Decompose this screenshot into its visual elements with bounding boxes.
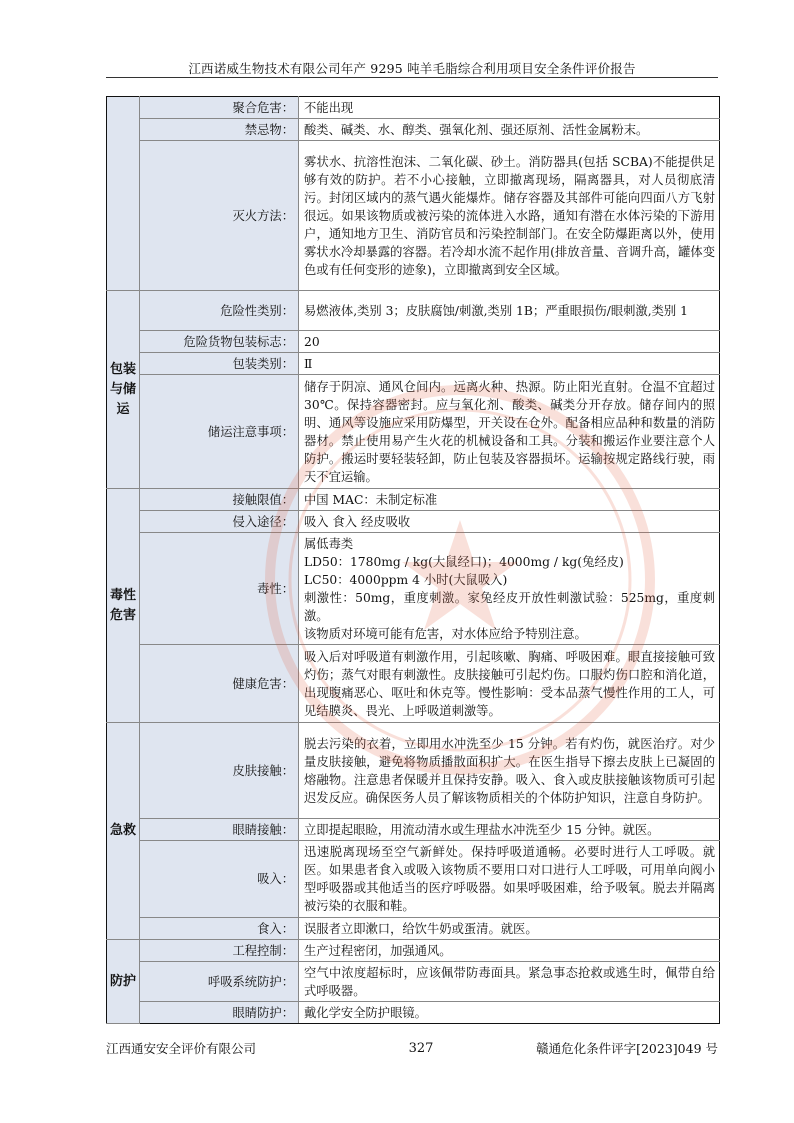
table-row <box>107 723 720 819</box>
row-label: 灭火方法： <box>140 141 299 291</box>
category-cell-first-aid <box>107 723 140 940</box>
row-value: 雾状水、抗溶性泡沫、二氧化碳、砂土。消防器具(包括 SCBA)不能提供足够有效的防护。若不小心接触，立即撤离现场，隔离器具，对人员彻底清污。封闭区域内的蒸气遇火能爆炸。储存容器及其部件可能向四面八方飞射很远。如果该物质或被污染的流体进入水路，通知有潜在水体污染的下游用户，通知地方卫生、消防官员和污染控制部门。在安全防爆距离以外，使用雾状水冷却暴露的容器。若冷却水流不起作用(排放音量、音调升高，罐体变色或有任何变形的迹象)，立即撤离到安全区域。 <box>299 141 720 291</box>
table-row <box>107 940 720 962</box>
row-label: 工程控制： <box>140 940 299 962</box>
table-row <box>107 841 720 918</box>
row-label: 眼睛防护： <box>140 1002 299 1024</box>
row-label: 呼吸系统防护： <box>140 962 299 1002</box>
row-label: 食入： <box>140 918 299 940</box>
row-value: 易燃液体,类别 3；皮肤腐蚀/刺激,类别 1B；严重眼损伤/眼刺激,类别 1 <box>299 291 720 331</box>
table-row <box>107 962 720 1002</box>
category-cell-protection <box>107 940 140 1024</box>
table-row <box>107 119 720 141</box>
row-label: 禁忌物： <box>140 119 299 141</box>
row-label: 危险性类别： <box>140 291 299 331</box>
row-value: 酸类、碱类、水、醇类、强氧化剂、强还原剂、活性金属粉末。 <box>299 119 720 141</box>
row-value: 吸入 食入 经皮吸收 <box>299 511 720 533</box>
row-value: 生产过程密闭，加强通风。 <box>299 940 720 962</box>
category-cell-toxicity <box>107 489 140 723</box>
row-label: 毒性： <box>140 533 299 645</box>
row-label: 吸入： <box>140 841 299 918</box>
row-label: 聚合危害： <box>140 97 299 119</box>
table-row <box>107 97 720 119</box>
row-label: 眼睛接触： <box>140 819 299 841</box>
page-header-title: 江西诺威生物技术有限公司年产 9295 吨羊毛脂综合利用项目安全条件评价报告 <box>188 61 636 76</box>
category-label: 毒性危害 <box>109 587 136 623</box>
table-row <box>107 353 720 375</box>
row-value: Ⅱ <box>299 353 720 375</box>
row-value: 立即提起眼睑，用流动清水或生理盐水冲洗至少 15 分钟。就医。 <box>299 819 720 841</box>
table-row <box>107 1002 720 1024</box>
row-value: 空气中浓度超标时，应该佩带防毒面具。紧急事态抢救或逃生时，佩带自给式呼吸器。 <box>299 962 720 1002</box>
category-label: 包装与储运 <box>109 361 136 417</box>
table-row <box>107 645 720 723</box>
row-value: 中国 MAC：未制定标准 <box>299 489 720 511</box>
row-value: 误服者立即漱口，给饮牛奶或蛋清。就医。 <box>299 918 720 940</box>
table-row <box>107 141 720 291</box>
table-row <box>107 533 720 645</box>
row-label: 包装类别： <box>140 353 299 375</box>
category-label: 急救 <box>109 823 136 838</box>
header-rule <box>106 77 718 78</box>
row-value: 20 <box>299 331 720 353</box>
row-value: 储存于阴凉、通风仓间内。远离火种、热源。防止阳光直射。仓温不宜超过 30℃。保持容器密封。应与氧化剂、酸类、碱类分开存放。储存间内的照明、通风等设施应采用防爆型，开关设在仓外。配备相应品种和数量的消防器材。禁止使用易产生火花的机械设备和工具。分装和搬运作业要注意个人防护。搬运时要轻装轻卸，防止包装及容器损坏。运输按规定路线行驶，雨天不宜运输。 <box>299 375 720 489</box>
row-value: 不能出现 <box>299 97 720 119</box>
row-label: 接触限值： <box>140 489 299 511</box>
row-label: 侵入途径： <box>140 511 299 533</box>
table-row <box>107 291 720 331</box>
table-row <box>107 819 720 841</box>
msds-table <box>106 96 720 1024</box>
row-value: 属低毒类 LD50：1780mg / kg(大鼠经口)；4000mg / kg(兔经皮) LC50：4000ppm 4 小时(大鼠吸入) 刺激性：50mg，重度刺激。家兔经皮开放性刺激试验：525mg，重度刺激。 该物质对环境可能有危害，对水体应给予特别注意。 <box>299 533 720 645</box>
row-value: 吸入后对呼吸道有刺激作用，引起咳嗽、胸痛、呼吸困难。眼直接接触可致灼伤；蒸气对眼有刺激性。皮肤接触可引起灼伤。口服灼伤口腔和消化道，出现腹痛恶心、呕吐和休克等。慢性影响：受本品蒸气慢性作用的工人，可见结膜炎、畏光、上呼吸道刺激等。 <box>299 645 720 723</box>
table-row <box>107 918 720 940</box>
footer-company: 江西通安安全评价有限公司 <box>106 1041 257 1056</box>
table-row <box>107 375 720 489</box>
category-cell-packaging <box>107 291 140 489</box>
table-row <box>107 489 720 511</box>
row-label: 危险货物包装标志： <box>140 331 299 353</box>
table-row <box>107 331 720 353</box>
row-label: 储运注意事项： <box>140 375 299 489</box>
row-value: 戴化学安全防护眼镜。 <box>299 1002 720 1024</box>
category-label: 防护 <box>109 973 136 989</box>
footer-page-number: 327 <box>408 1041 434 1056</box>
row-value: 迅速脱离现场至空气新鲜处。保持呼吸道通畅。必要时进行人工呼吸。就医。如果患者食入或吸入该物质不要用口对口进行人工呼吸，可用单向阀小型呼吸器或其他适当的医疗呼吸器。如果呼吸困难，给予吸氧。脱去并隔离被污染的衣服和鞋。 <box>299 841 720 918</box>
category-cell-blank <box>107 97 140 291</box>
row-label: 健康危害： <box>140 645 299 723</box>
table-row <box>107 511 720 533</box>
footer-document-code: 赣通危化条件评字[2023]049 号 <box>536 1041 718 1056</box>
row-value: 脱去污染的衣着，立即用水冲洗至少 15 分钟。若有灼伤，就医治疗。对少量皮肤接触，避免将物质播散面积扩大。在医生指导下擦去皮肤上已凝固的熔融物。注意患者保暖并且保持安静。吸入、食入或皮肤接触该物质可引起迟发反应。确保医务人员了解该物质相关的个体防护知识，注意自身防护。 <box>299 723 720 819</box>
row-label: 皮肤接触： <box>140 723 299 819</box>
